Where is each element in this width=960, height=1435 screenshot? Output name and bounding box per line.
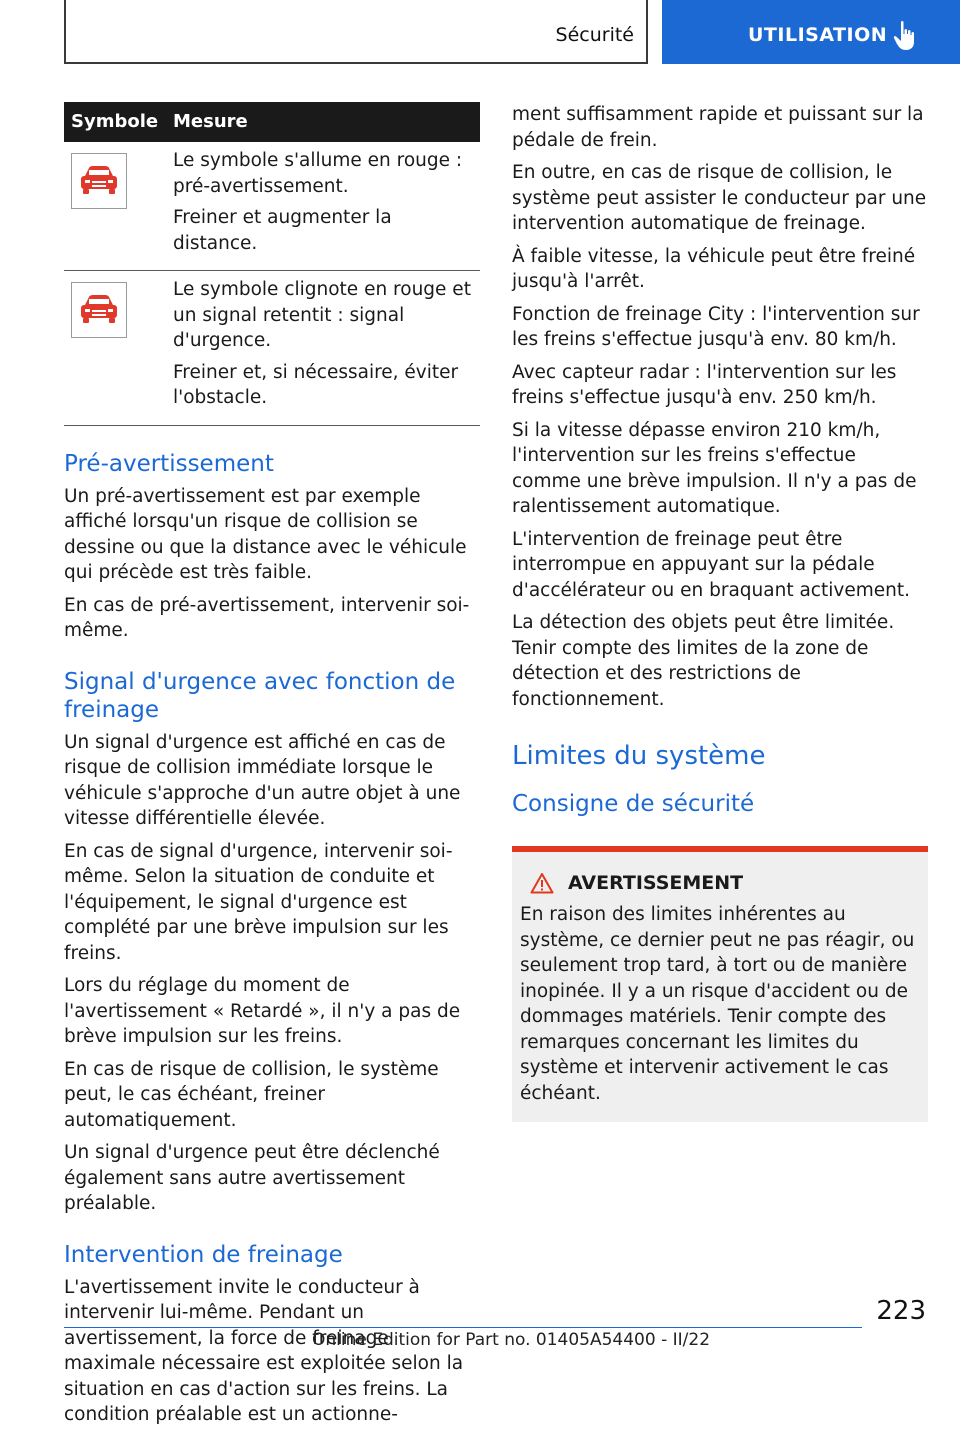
left-column — [64, 102, 480, 1435]
paragraph: La détection des objets peut être limitée. Tenir compte des limites de la zone de détection et des restrictions de fonctionnement. — [512, 612, 895, 710]
row2-line1: Le symbole clignote en rouge et un signal retentit : signal d'urgence. — [173, 279, 471, 351]
paragraph: L'avertissement invite le conducteur à intervenir lui-même. Pendant un avertissement, la force de freinage maximale nécessaire est exploitée selon la situation en cas d'action sur les freins. La condition préalable est un actionne- — [64, 1276, 464, 1425]
paragraph: Avec capteur radar : l'intervention sur les freins s'effectue jusqu'à env. 250 km/h. — [512, 361, 897, 408]
heading-pre-avertissement: Pré-avertissement — [64, 450, 274, 477]
warning-box — [512, 846, 928, 1122]
paragraph: Si la vitesse dépasse environ 210 km/h, l'intervention sur les freins s'effectue comme une brève impulsion. Il n'y a pas de ralentissement automatique. — [512, 419, 917, 517]
hand-pointer-icon — [892, 20, 920, 52]
mesure-cell — [169, 271, 480, 426]
paragraph: En cas de risque de collision, le système peut, le cas échéant, freiner automatiquement. — [64, 1058, 439, 1131]
column-header-symbol: Symbole — [64, 102, 169, 142]
paragraph: En cas de signal d'urgence, intervenir soi-même. Selon la situation de conduite et l'équipement, le signal d'urgence est complété par une brève impulsion sur les freins. — [64, 840, 453, 964]
mesure-cell — [169, 142, 480, 271]
footer-divider — [64, 1327, 862, 1328]
row2-line2: Freiner et, si nécessaire, éviter l'obstacle. — [173, 361, 459, 408]
table-header-row — [64, 102, 480, 142]
section-title: Sécurité — [555, 24, 634, 46]
symbol-cell — [64, 142, 169, 271]
symbol-cell — [64, 271, 169, 426]
footer-edition: Online Edition for Part no. 01405A54400 - II/22 — [312, 1330, 711, 1350]
paragraph: Un signal d'urgence peut être déclenché également sans autre avertissement préalable. — [64, 1142, 440, 1214]
paragraph: En outre, en cas de risque de collision, le système peut assister le conducteur par une intervention automatique de freinage. — [512, 162, 927, 234]
paragraph: Un pré-avertissement est par exemple affiché lorsqu'un risque de collision se dessine ou que la distance avec le véhicule qui précède est très faible. — [64, 485, 467, 583]
paragraph: L'intervention de freinage peut être interrompue en appuyant sur la pédale d'accélérateur ou en braquant activement. — [512, 528, 910, 601]
symbol-table — [64, 102, 480, 426]
heading-limites-systeme: Limites du système — [512, 741, 766, 771]
warning-triangle-icon — [530, 872, 554, 894]
paragraph: Un signal d'urgence est affiché en cas de risque de collision immédiate lorsque le véhicule s'approche d'un autre objet à une vitesse différentielle élevée. — [64, 731, 461, 829]
row1-line2: Freiner et augmenter la distance. — [173, 207, 392, 254]
paragraph: Lors du réglage du moment de l'avertissement « Retardé », il n'y a pas de brève impulsion sur les freins. — [64, 975, 461, 1047]
row1-line1: Le symbole s'allume en rouge : pré-avertissement. — [173, 150, 463, 197]
paragraph: À faible vitesse, la véhicule peut être freiné jusqu'à l'arrêt. — [512, 245, 916, 292]
heading-consigne-securite: Consigne de sécurité — [512, 791, 755, 817]
paragraph: ment suffisamment rapide et puissant sur la pédale de frein. — [512, 104, 924, 151]
warning-text: En raison des limites inhérentes au système, ce dernier peut ne pas réagir, ou seulement trop tard, à tort ou de manière inopinée. Il y a un risque d'accident ou de dommages matériels. Tenir compte des remarques concernant les limites du système et intervenir activement le cas échéant. — [520, 904, 915, 1104]
warning-title-row — [520, 872, 920, 894]
heading-intervention-freinage: Intervention de freinage — [64, 1241, 343, 1268]
paragraph: Fonction de freinage City : l'intervention sur les freins s'effectue jusqu'à env. 80 km/h. — [512, 303, 920, 350]
table-row — [64, 271, 480, 426]
header-section-box — [64, 0, 648, 64]
paragraph: En cas de pré-avertissement, intervenir soi-même. — [64, 594, 470, 641]
car-collision-warning-icon — [71, 153, 127, 209]
column-header-mesure: Mesure — [169, 102, 480, 142]
heading-signal-urgence: Signal d'urgence avec fonction de freinage — [64, 668, 456, 723]
table-row — [64, 142, 480, 271]
car-collision-warning-icon — [71, 282, 127, 338]
page-number: 223 — [876, 1296, 926, 1326]
right-column — [512, 102, 928, 1122]
chapter-title: UTILISATION — [748, 24, 888, 46]
header-chapter-tab — [662, 0, 960, 64]
warning-title: AVERTISSEMENT — [568, 872, 744, 894]
